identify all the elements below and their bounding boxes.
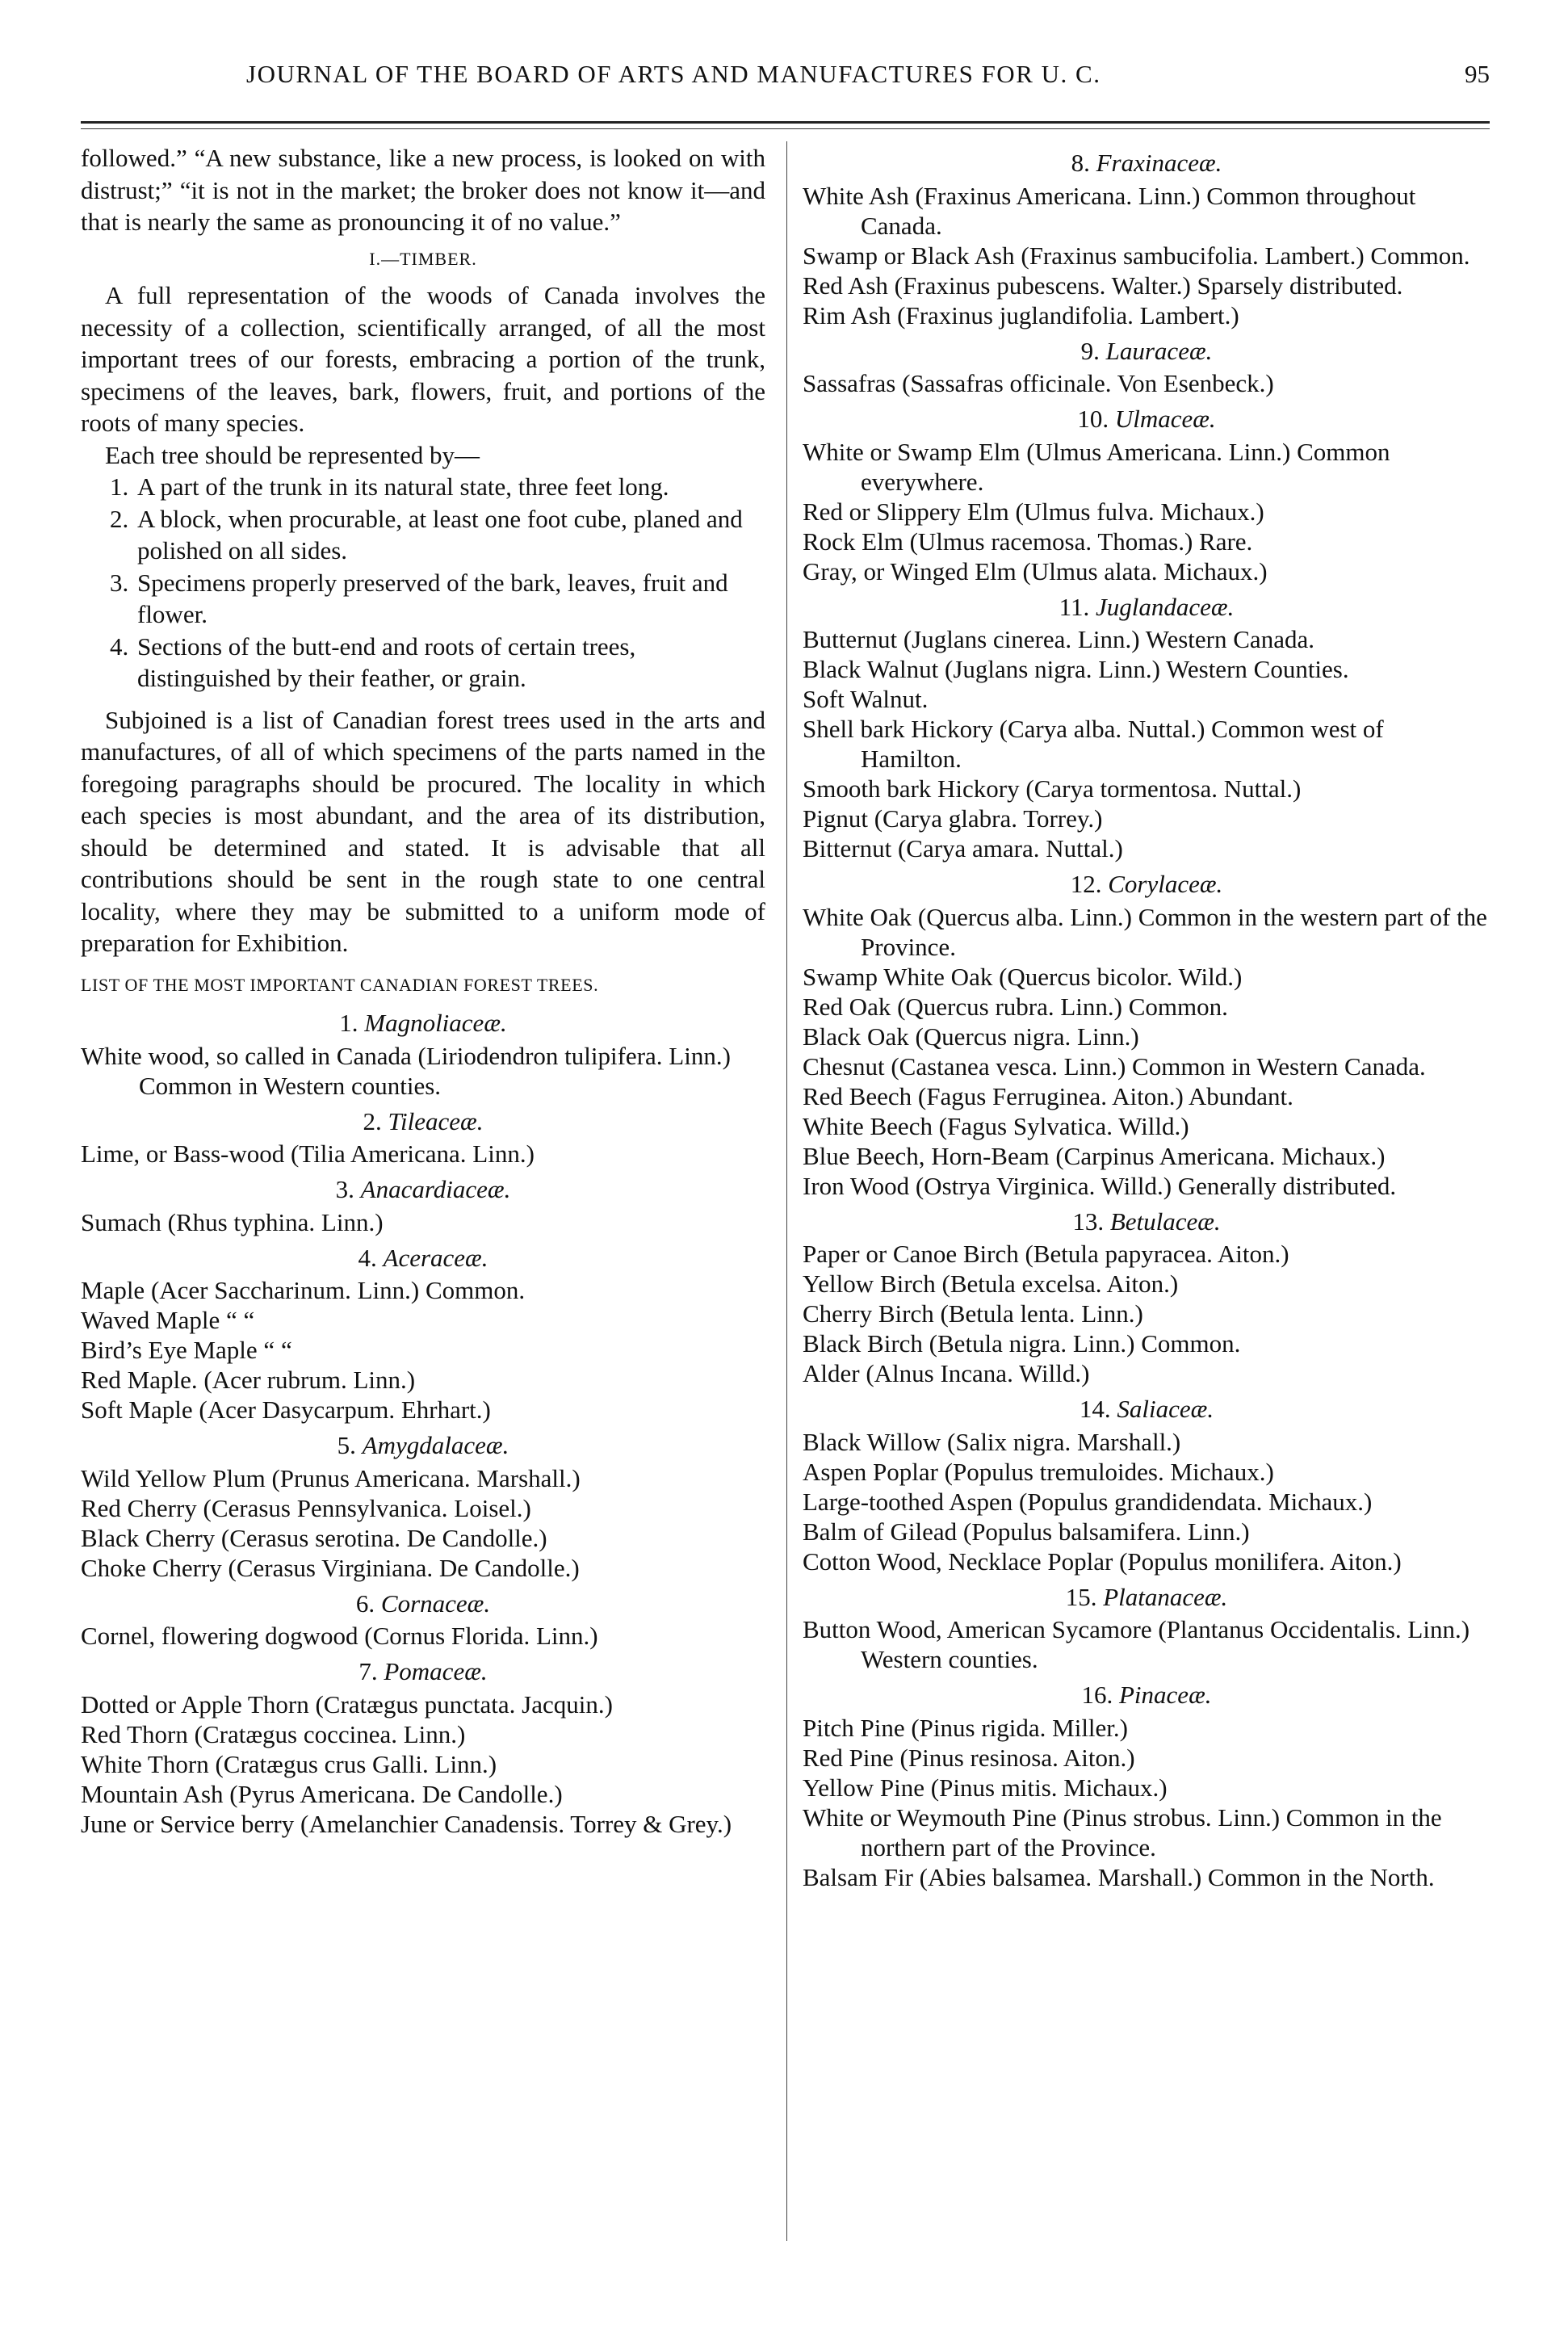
family-name: Fraxinaceæ. xyxy=(1096,149,1222,177)
tree-entry: Lime, or Bass-wood (Tilia Americana. Linn.) xyxy=(81,1139,535,1168)
tree-entry: June or Service berry (Amelanchier Canadensis. Torrey & Grey.) xyxy=(81,1809,732,1838)
family-name: Lauraceæ. xyxy=(1105,336,1213,365)
family-heading xyxy=(81,1173,765,1206)
requirement-item xyxy=(81,503,765,567)
family-name: Betulaceæ. xyxy=(1109,1207,1221,1236)
tree-entry: Swamp White Oak (Quercus bicolor. Wild.) xyxy=(803,962,1243,991)
tree-entry: Cherry Birch (Betula lenta. Linn.) xyxy=(803,1299,1143,1328)
requirement-number: 3. xyxy=(110,568,129,597)
family-name: Saliaceæ. xyxy=(1117,1395,1214,1423)
requirements-list xyxy=(81,471,765,695)
family-heading xyxy=(81,1656,765,1688)
family-name: Aceraceæ. xyxy=(383,1243,488,1272)
family-number: 3. xyxy=(335,1175,361,1203)
family-heading xyxy=(803,403,1490,435)
tree-entry: White Oak (Quercus alba. Linn.) Common in the western part of the Province. xyxy=(803,902,1487,961)
requirement-item xyxy=(81,471,765,503)
tree-entry: Red or Slippery Elm (Ulmus fulva. Michaux.) xyxy=(803,497,1264,526)
tree-entry: White or Weymouth Pine (Pinus strobus. Linn.) Common in the northern part of the Province. xyxy=(803,1803,1442,1861)
section-heading: I.—TIMBER. xyxy=(369,248,477,269)
tree-entry: Soft Maple (Acer Dasycarpum. Ehrhart.) xyxy=(81,1395,491,1424)
family-name: Magnoliaceæ. xyxy=(364,1009,507,1037)
requirement-text: Specimens properly preserved of the bark, leaves, fruit and flower. xyxy=(137,568,728,628)
tree-entry: White Ash (Fraxinus Americana. Linn.) Common throughout Canada. xyxy=(803,181,1416,240)
tree-entry: Balsam Fir (Abies balsamea. Marshall.) Common in the North. xyxy=(803,1862,1435,1891)
tree-entry: Button Wood, American Sycamore (Plantanus Occidentalis. Linn.) Western counties. xyxy=(803,1615,1470,1673)
tree-entry: Yellow Birch (Betula excelsa. Aiton.) xyxy=(803,1270,1179,1298)
tree-entry: Large-toothed Aspen (Populus grandidendata. Michaux.) xyxy=(803,1487,1373,1516)
requirement-number: 1. xyxy=(110,472,129,501)
tree-entry: Rim Ash (Fraxinus juglandifolia. Lambert.) xyxy=(803,300,1239,329)
header-rule xyxy=(81,121,1490,124)
tree-entry: Bird’s Eye Maple “ “ xyxy=(81,1336,292,1364)
tree-entry: Black Oak (Quercus nigra. Linn.) xyxy=(803,1022,1139,1051)
list-title: LIST OF THE MOST IMPORTANT CANADIAN FOREST TREES. xyxy=(81,974,599,995)
tree-entry: Rock Elm (Ulmus racemosa. Thomas.) Rare. xyxy=(803,527,1253,556)
tree-entry: Iron Wood (Ostrya Virginica. Willd.) Generally distributed. xyxy=(803,1171,1397,1200)
tree-entry: Soft Walnut. xyxy=(803,685,929,713)
paragraph-represented-by: Each tree should be represented by— xyxy=(105,440,480,469)
family-number: 7. xyxy=(358,1657,384,1685)
family-name: Cornaceæ. xyxy=(380,1588,491,1618)
tree-entry: Waved Maple “ “ xyxy=(81,1306,255,1334)
family-heading xyxy=(81,1106,765,1138)
intro-paragraph: followed.” “A new substance, like a new process, is looked on with distrust;” “it is not in the market; the broker does not know it—and that is nearly the same as pronouncing it of no value.” xyxy=(81,144,765,236)
tree-entry: White wood, so called in Canada (Liriodendron tulipifera. Linn.) Common in Western counties. xyxy=(81,1041,731,1100)
tree-entry: Choke Cherry (Cerasus Virginiana. De Candolle.) xyxy=(81,1553,580,1582)
family-number: 6. xyxy=(355,1588,381,1618)
family-name: Ulmaceæ. xyxy=(1114,405,1216,433)
family-name: Amygdalaceæ. xyxy=(362,1431,509,1459)
tree-entry: White or Swamp Elm (Ulmus Americana. Linn.) Common everywhere. xyxy=(803,437,1390,496)
family-name: Anacardiaceæ. xyxy=(360,1175,511,1203)
family-number: 10. xyxy=(1077,405,1115,433)
requirement-item xyxy=(81,567,765,631)
tree-entry: Cotton Wood, Necklace Poplar (Populus monilifera. Aiton.) xyxy=(803,1547,1402,1576)
family-number: 1. xyxy=(339,1009,365,1037)
tree-entry: Pignut (Carya glabra. Torrey.) xyxy=(803,804,1103,833)
tree-entry: Red Thorn (Cratægus coccinea. Linn.) xyxy=(81,1719,466,1748)
requirement-number: 4. xyxy=(110,632,129,661)
tree-entry: Bitternut (Carya amara. Nuttal.) xyxy=(803,834,1123,862)
tree-entry: Red Maple. (Acer rubrum. Linn.) xyxy=(81,1366,416,1394)
tree-entry: Blue Beech, Horn-Beam (Carpinus Americana. Michaux.) xyxy=(803,1141,1386,1170)
family-name: Platanaceæ. xyxy=(1103,1582,1228,1611)
family-number: 15. xyxy=(1065,1582,1104,1611)
tree-entry: Red Beech (Fagus Ferruginea. Aiton.) Abundant. xyxy=(803,1081,1293,1110)
family-heading xyxy=(803,1393,1490,1425)
tree-entry: Red Cherry (Cerasus Pennsylvanica. Loisel.) xyxy=(81,1493,531,1522)
family-number: 8. xyxy=(1071,149,1096,177)
tree-entry: White Thorn (Cratægus crus Galli. Linn.) xyxy=(81,1749,497,1778)
left-family-list xyxy=(81,1007,765,1839)
family-heading xyxy=(81,1588,765,1620)
requirement-text: A part of the trunk in its natural state, three feet long. xyxy=(137,472,669,501)
tree-entry: Chesnut (Castanea vesca. Linn.) Common in Western Canada. xyxy=(803,1051,1426,1081)
family-heading xyxy=(803,591,1490,623)
family-heading xyxy=(81,1242,765,1274)
family-number: 11. xyxy=(1059,592,1096,621)
paragraph-representation: A full representation of the woods of Canada involves the necessity of a collection, scientifically arranged, of all the most important trees of our forests, embracing a portion of the trunk, specimens of the leaves, bark, flowers, fruit, and portions of the roots of many species. xyxy=(81,281,765,437)
family-name: Pinaceæ. xyxy=(1119,1681,1212,1709)
family-name: Tileaceæ. xyxy=(388,1106,484,1135)
tree-entry: Maple (Acer Saccharinum. Linn.) Common. xyxy=(81,1276,526,1304)
tree-entry: Butternut (Juglans cinerea. Linn.) Western Canada. xyxy=(803,625,1314,653)
tree-entry: Wild Yellow Plum (Prunus Americana. Marshall.) xyxy=(81,1463,581,1492)
page-number: 95 xyxy=(1465,60,1490,88)
family-heading xyxy=(803,147,1490,179)
journal-title: JOURNAL OF THE BOARD OF ARTS AND MANUFACTURES FOR U. C. xyxy=(246,60,1101,88)
tree-entry: Red Pine (Pinus resinosa. Aiton.) xyxy=(803,1743,1135,1772)
running-header xyxy=(81,60,1490,103)
family-number: 13. xyxy=(1072,1207,1110,1236)
family-number: 9. xyxy=(1080,336,1106,365)
tree-entry: Yellow Pine (Pinus mitis. Michaux.) xyxy=(803,1773,1168,1802)
tree-entry: Red Oak (Quercus rubra. Linn.) Common. xyxy=(803,992,1228,1021)
tree-entry: Red Ash (Fraxinus pubescens. Walter.) Sparsely distributed. xyxy=(803,271,1403,300)
paragraph-subjoined: Subjoined is a list of Canadian forest trees used in the arts and manufactures, of all of which specimens of the parts named in the foregoing paragraphs should be procured. The locality in which each species is most abundant, and the area of its distribution, should be determined and stated. It is advisable that all contributions should be sent in the rough state to one central locality, where they may be submitted to a uniform mode of preparation for Exhibition. xyxy=(81,705,765,957)
tree-entry: Black Cherry (Cerasus serotina. De Candolle.) xyxy=(81,1523,547,1552)
tree-entry: Cornel, flowering dogwood (Cornus Florida. Linn.) xyxy=(81,1622,598,1650)
requirement-text: Sections of the butt-end and roots of certain trees, distinguished by their feather, or grain. xyxy=(137,632,636,692)
right-column xyxy=(803,142,1490,1892)
requirement-item xyxy=(81,631,765,695)
requirement-text: A block, when procurable, at least one foot cube, planed and polished on all sides. xyxy=(137,504,743,564)
family-heading xyxy=(803,1581,1490,1614)
family-number: 4. xyxy=(358,1243,384,1272)
tree-entry: Sassafras (Sassafras officinale. Von Esenbeck.) xyxy=(803,369,1274,397)
tree-entry: Shell bark Hickory (Carya alba. Nuttal.) Common west of Hamilton. xyxy=(803,715,1384,773)
family-number: 12. xyxy=(1070,870,1109,898)
family-name: Pomaceæ. xyxy=(384,1657,488,1685)
tree-entry: Gray, or Winged Elm (Ulmus alata. Michaux.) xyxy=(803,556,1268,585)
tree-entry: Pitch Pine (Pinus rigida. Miller.) xyxy=(803,1713,1128,1742)
tree-entry: Sumach (Rhus typhina. Linn.) xyxy=(81,1207,384,1236)
tree-entry: Balm of Gilead (Populus balsamifera. Linn.) xyxy=(803,1517,1250,1546)
tree-entry: Alder (Alnus Incana. Willd.) xyxy=(803,1359,1090,1387)
header-rule-thin xyxy=(81,128,1490,129)
tree-entry: Black Birch (Betula nigra. Linn.) Common. xyxy=(803,1329,1241,1358)
tree-entry: Black Willow (Salix nigra. Marshall.) xyxy=(803,1427,1181,1456)
family-heading xyxy=(803,1679,1490,1711)
requirement-number: 2. xyxy=(110,504,129,533)
tree-entry: Aspen Poplar (Populus tremuloides. Michaux.) xyxy=(803,1457,1274,1486)
tree-entry: Mountain Ash (Pyrus Americana. De Candolle.) xyxy=(81,1779,563,1808)
family-number: 5. xyxy=(337,1431,363,1459)
tree-entry: White Beech (Fagus Sylvatica. Willd.) xyxy=(803,1111,1189,1140)
family-number: 2. xyxy=(363,1106,388,1135)
family-name: Juglandaceæ. xyxy=(1096,592,1235,621)
tree-entry: Dotted or Apple Thorn (Cratægus punctata. Jacquin.) xyxy=(81,1689,613,1719)
family-heading xyxy=(81,1429,765,1462)
family-number: 16. xyxy=(1081,1681,1119,1709)
tree-entry: Smooth bark Hickory (Carya tormentosa. Nuttal.) xyxy=(803,774,1302,803)
tree-entry: Paper or Canoe Birch (Betula papyracea. Aiton.) xyxy=(803,1240,1289,1268)
right-family-list xyxy=(803,147,1490,1892)
family-heading xyxy=(803,868,1490,900)
family-heading xyxy=(803,1206,1490,1238)
left-column xyxy=(81,142,765,1839)
family-number: 14. xyxy=(1079,1395,1117,1423)
tree-entry: Swamp or Black Ash (Fraxinus sambucifolia. Lambert.) Common. xyxy=(803,241,1470,270)
tree-entry: Black Walnut (Juglans nigra. Linn.) Western Counties. xyxy=(803,655,1349,683)
column-divider xyxy=(786,141,787,2241)
family-name: Corylaceæ. xyxy=(1108,870,1223,898)
family-heading xyxy=(81,1007,765,1039)
family-heading xyxy=(803,335,1490,367)
